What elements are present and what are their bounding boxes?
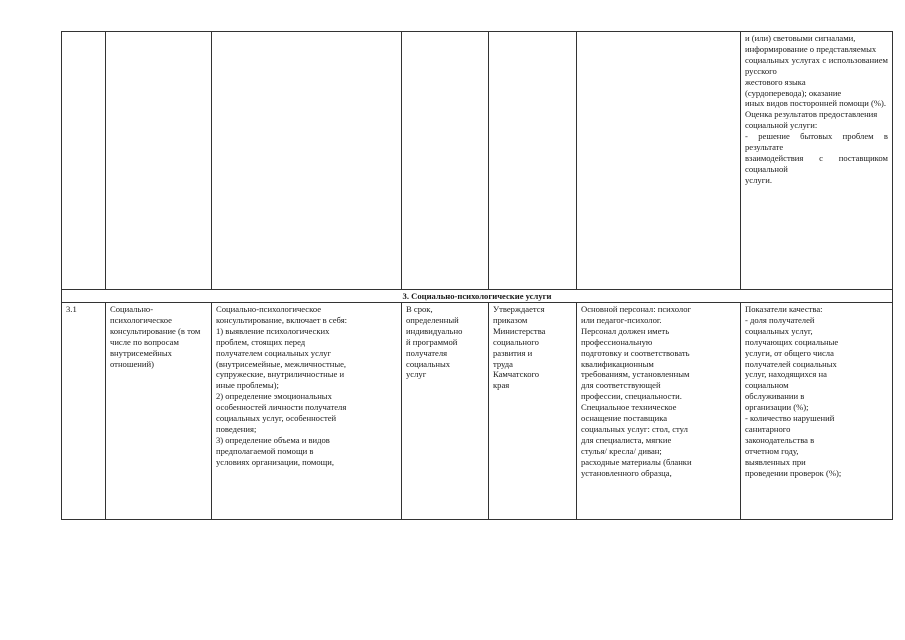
- text-line: социальной услуги:: [745, 120, 818, 131]
- text-line: услуг, находящихся на: [745, 369, 827, 380]
- text-line: социального: [493, 336, 539, 347]
- text-line: организации (%);: [745, 402, 809, 413]
- text-line: жестового языка: [745, 76, 806, 87]
- text-line: Специальное техническое: [581, 402, 677, 413]
- text-line: й программой: [406, 336, 458, 347]
- text-line: индивидуально: [406, 325, 463, 336]
- text-line: Основной персонал: психолог: [581, 304, 692, 314]
- text-line: профессиональную: [581, 336, 653, 347]
- text-line: социальном: [745, 380, 789, 391]
- text-line: квалификационным: [581, 358, 654, 369]
- cell-description: [212, 303, 402, 520]
- text-line: консультирование, включает в себя:: [216, 314, 348, 325]
- text-line: - количество нарушений: [745, 413, 835, 424]
- text-line: получающих социальные: [745, 336, 839, 347]
- text-line: отчетном году,: [745, 445, 799, 456]
- text-line: приказом: [493, 314, 528, 325]
- text-line: законодательства в: [745, 434, 815, 445]
- text-line: и (или) световыми сигналами,: [745, 33, 856, 43]
- text-line: Министерства: [493, 325, 546, 336]
- text-line: определенный: [406, 314, 459, 325]
- text-line: Камчатского: [493, 369, 540, 380]
- text-line: для специалиста, мягкие: [581, 434, 672, 445]
- text-line: - доля получателей: [745, 314, 815, 325]
- section-header-row: [62, 290, 893, 303]
- text-line: В срок,: [406, 304, 433, 314]
- text-line: края: [493, 380, 510, 391]
- text-line: - решение бытовых проблем в результате: [745, 131, 888, 153]
- text-line: получателя: [406, 347, 448, 358]
- cell-empty: [489, 32, 577, 290]
- cell-empty: [212, 32, 402, 290]
- cell-quality-continuation: [741, 32, 893, 290]
- text-line: Персонал должен иметь: [581, 325, 670, 336]
- text-line: требованиям, установленным: [581, 369, 690, 380]
- text-line: установленного образца,: [581, 467, 672, 478]
- continuation-row: [62, 32, 893, 290]
- cell-term: [402, 303, 489, 520]
- text-line: проблем, стоящих перед: [216, 336, 306, 347]
- cell-conditions: [577, 303, 741, 520]
- text-line: подготовку и соответствовать: [581, 347, 690, 358]
- text-line: услуги.: [745, 174, 772, 185]
- text-line: поведения;: [216, 423, 257, 434]
- text-line: (сурдоперевода); оказание: [745, 87, 842, 98]
- cell-quality: [741, 303, 893, 520]
- text-line: взаимодействия с поставщиком социальной: [745, 152, 888, 174]
- text-line: социальных услуг, особенностей: [216, 413, 337, 424]
- cell-service-name: Социально-психологическое консультирование (в том числе по вопросам внутрисемейных отношений): [106, 303, 212, 520]
- text-line: социальных услуг,: [745, 325, 813, 336]
- text-line: информирование о представляемых: [745, 43, 877, 54]
- cell-empty: [106, 32, 212, 290]
- text-line: предполагаемой помощи в: [216, 445, 314, 456]
- text-line: 3) определение объема и видов: [216, 434, 330, 445]
- text-line: санитарного: [745, 423, 791, 434]
- text-line: труда: [493, 358, 513, 369]
- text-line: условиях организации, помощи,: [216, 456, 335, 467]
- text-line: социальных услуг: стол, стул: [581, 423, 688, 434]
- text-line: стулья/ кресла/ диван;: [581, 445, 662, 456]
- cell-number: 3.1: [62, 303, 106, 520]
- text-line: развития и: [493, 347, 533, 358]
- text-line: (внутрисемейные, межличностные,: [216, 358, 347, 369]
- text-line: для соответствующей: [581, 380, 661, 391]
- text-line: особенностей личности получателя: [216, 402, 347, 413]
- text-line: получателем социальных услуг: [216, 347, 331, 358]
- text-line: услуги, от общего числа: [745, 347, 834, 358]
- cell-empty: [62, 32, 106, 290]
- section-title: 3. Социально-психологические услуги: [62, 290, 893, 303]
- text-line: оснащение поставщика: [581, 413, 668, 424]
- text-line: услуг: [406, 369, 427, 380]
- text-line: социальных услугах с использованием русского: [745, 54, 888, 76]
- text-line: супружеские, внутриличностные и: [216, 369, 345, 380]
- services-table: [61, 31, 893, 520]
- text-line: или педагог-психолог.: [581, 314, 662, 325]
- cell-empty: [577, 32, 741, 290]
- cell-empty: [402, 32, 489, 290]
- text-line: профессии, специальности.: [581, 391, 682, 402]
- text-line: Утверждается: [493, 304, 545, 314]
- text-line: иные проблемы);: [216, 380, 279, 391]
- text-line: обслуживании в: [745, 391, 805, 402]
- text-line: иных видов посторонней помощи (%).: [745, 98, 887, 109]
- service-row: [62, 303, 893, 520]
- text-line: социальных: [406, 358, 451, 369]
- text-line: 2) определение эмоциональных: [216, 391, 332, 402]
- text-line: Оценка результатов предоставления: [745, 109, 878, 120]
- cell-approval: [489, 303, 577, 520]
- text-line: Показатели качества:: [745, 304, 823, 314]
- text-line: получателей социальных: [745, 358, 837, 369]
- text-line: проведении проверок (%);: [745, 467, 842, 478]
- text-line: Социально-психологическое: [216, 304, 322, 314]
- text-line: 1) выявление психологических: [216, 325, 330, 336]
- text-line: расходные материалы (бланки: [581, 456, 692, 467]
- text-line: выявленных при: [745, 456, 806, 467]
